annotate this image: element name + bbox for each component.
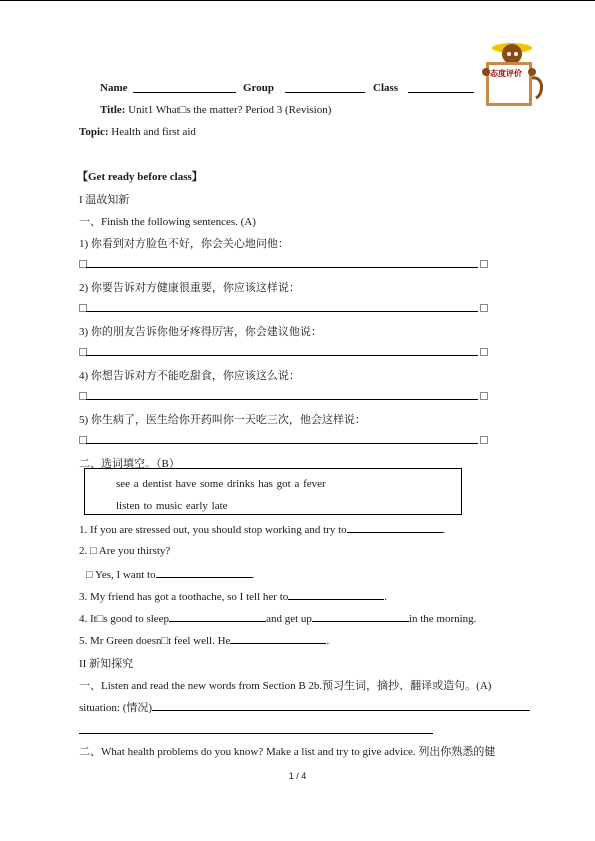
situation-line: [79, 699, 530, 715]
situation-field[interactable]: [152, 700, 530, 711]
question-5: 5. Mr Green doesn□t feel well. He .: [79, 635, 330, 647]
topic-line: [79, 126, 196, 138]
answer-line-1[interactable]: [86, 267, 478, 268]
situation-label: situation: (情况): [79, 702, 153, 714]
question-2a: 2. □ Are you thirsty?: [79, 545, 171, 557]
word-bank-line-1: see a dentist have some drinks has got a fever: [116, 478, 326, 490]
answer-line-4[interactable]: [86, 399, 478, 400]
title-label: Title:: [100, 104, 126, 116]
checkbox-icon: [480, 260, 488, 268]
question-3: 3. My friend has got a toothache, so I tell her to .: [79, 591, 388, 603]
page-number: 1 / 4: [288, 771, 307, 781]
ex1-heading: 一、Finish the following sentences. (A): [79, 216, 256, 228]
part2-ex1-heading: 一、Listen and read the new words from Section B 2b.预习生词，摘抄、翻译或造句。(A): [79, 680, 492, 692]
blank-4b[interactable]: [312, 611, 409, 622]
blank-5[interactable]: [230, 633, 326, 644]
ex2-heading: 二、选词填空。（B）: [79, 458, 180, 470]
group-field[interactable]: [285, 82, 365, 93]
word-bank-line-2: listen to music early late: [116, 500, 228, 512]
item-1: 1) 你看到对方脸色不好，你会关心地问他：: [79, 238, 289, 250]
group-label: Group: [243, 82, 274, 94]
blank-1[interactable]: [347, 522, 443, 533]
name-label: Name: [100, 82, 128, 94]
title-line: [100, 104, 331, 116]
class-label: Class: [373, 82, 399, 94]
item-5: 5) 你生病了，医生给你开药叫你一天吃三次，他会这样说：: [79, 414, 366, 426]
class-field[interactable]: [408, 82, 474, 93]
part2-heading: II 新知探究: [79, 658, 134, 670]
part1-heading: I 温故知新: [79, 194, 130, 206]
blank-3[interactable]: [288, 589, 384, 600]
part2-ex2-heading: 二、What health problems do you know? Make a list and try to give advice. 列出你熟悉的健: [79, 746, 496, 758]
topic-value: Health and first aid: [111, 126, 196, 138]
monkey-evaluation-badge: [478, 38, 548, 110]
blank-4a[interactable]: [169, 611, 266, 622]
topic-label: Topic:: [79, 126, 109, 138]
writing-line[interactable]: [79, 733, 433, 734]
answer-line-2[interactable]: [86, 311, 478, 312]
item-3: 3) 你的朋友告诉你他牙疼得厉害，你会建议他说：: [79, 326, 322, 338]
checkbox-icon: [480, 348, 488, 356]
blank-2[interactable]: [156, 567, 252, 578]
section-heading: 【Get ready before class】: [77, 171, 203, 183]
item-4: 4) 你想告诉对方不能吃甜食，你应该这么说：: [79, 370, 300, 382]
answer-line-3[interactable]: [86, 355, 478, 356]
checkbox-icon: [480, 436, 488, 444]
checkbox-icon: [480, 304, 488, 312]
title-value: Unit1 What□s the matter? Period 3 (Revision): [128, 104, 332, 116]
top-border: [0, 0, 595, 1]
checkbox-icon: [480, 392, 488, 400]
item-2: 2) 你要告诉对方健康很重要，你应该这样说：: [79, 282, 300, 294]
question-1: 1. If you are stressed out, you should stop working and try to .: [79, 524, 446, 536]
question-4: 4. It□s good to sleep and get up in the morning.: [79, 613, 477, 625]
badge-label: 态度评价: [490, 69, 522, 78]
name-field[interactable]: [133, 82, 236, 93]
answer-line-5[interactable]: [86, 443, 478, 444]
question-2b: □ Yes, I want to .: [86, 569, 255, 581]
